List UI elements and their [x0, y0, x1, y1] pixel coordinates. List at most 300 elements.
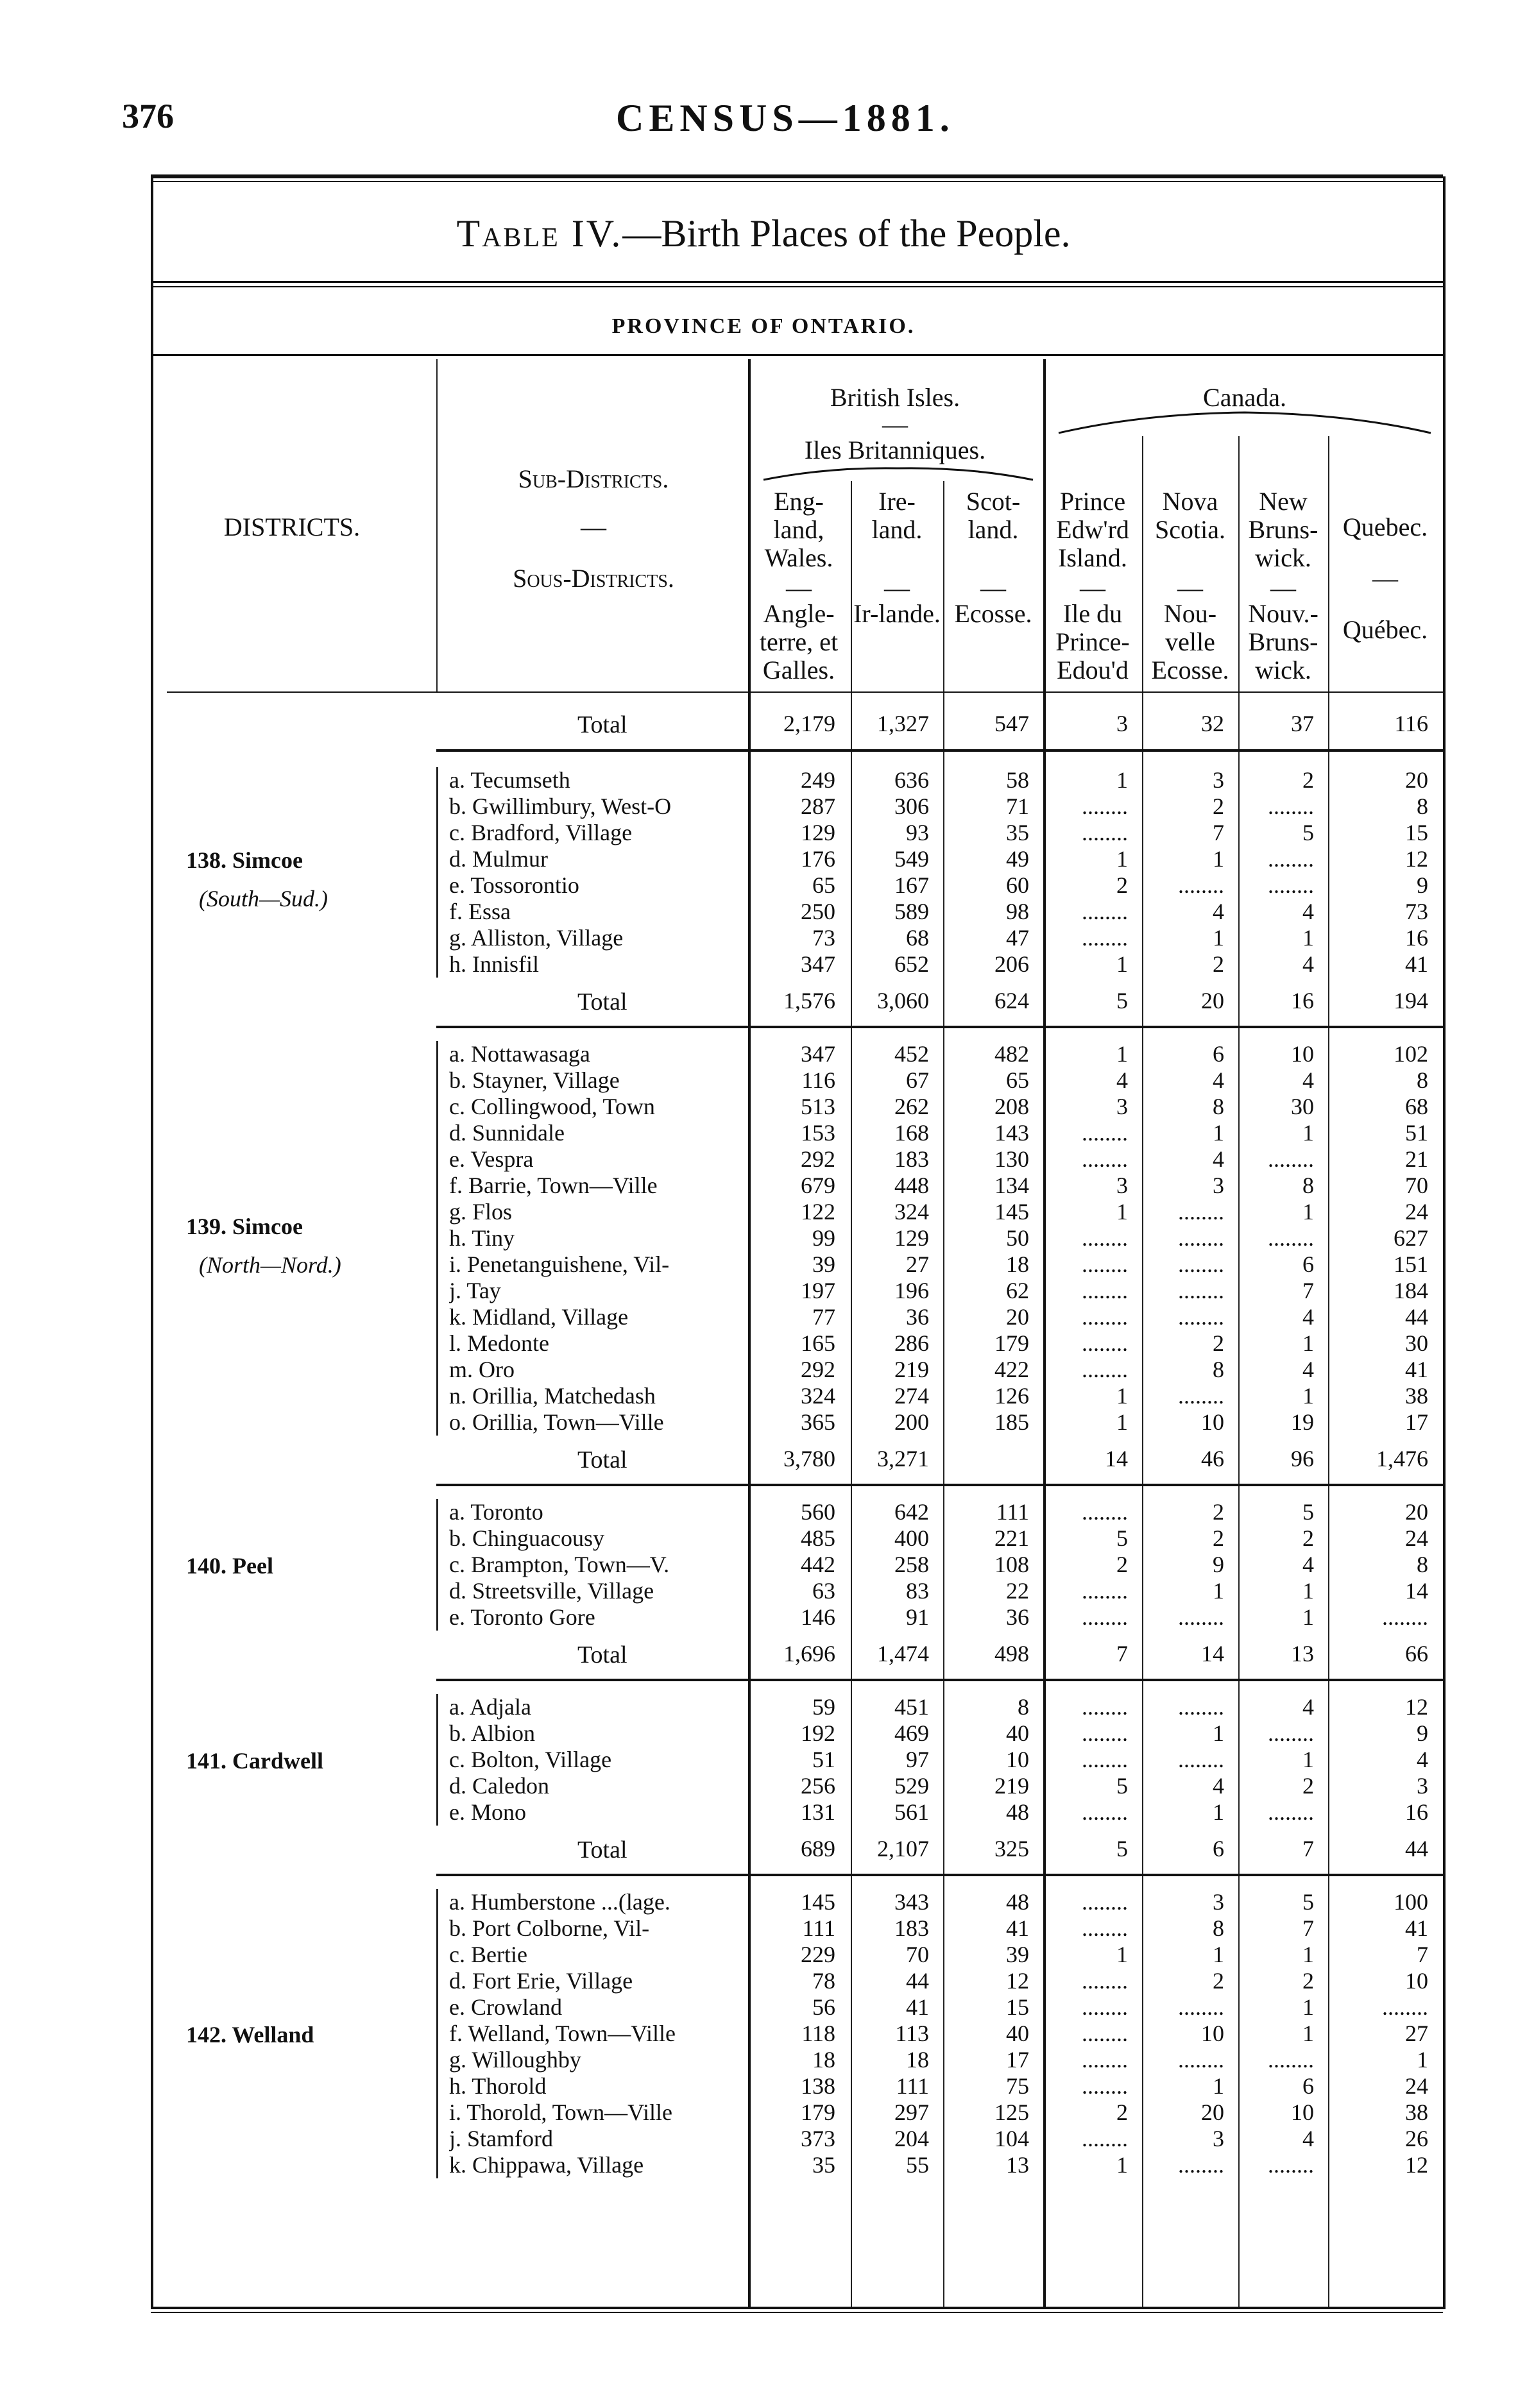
table-row	[0, 820, 1527, 846]
cell-value: 206	[994, 951, 1029, 977]
cell-value: ........	[1178, 1747, 1224, 1772]
table-row	[0, 1330, 1527, 1357]
cell-value: ........	[1082, 2126, 1128, 2151]
iles-britanniques-header: Iles Britanniques.	[804, 436, 986, 464]
cell-value: ........	[1268, 1225, 1314, 1251]
cell-value: 37	[1291, 711, 1314, 736]
running-head: CENSUS—1881.	[616, 97, 955, 139]
subdistrict-label: d. Streetsville, Village	[449, 1578, 654, 1604]
table-row	[0, 1799, 1527, 1826]
cell-value: 306	[894, 793, 929, 819]
cell-value: 14	[1105, 1446, 1128, 1471]
cell-value: ........	[1268, 2152, 1314, 2178]
cell-value: 3	[1213, 2126, 1224, 2151]
total-label: Total	[577, 711, 627, 738]
districts-header: DISTRICTS.	[223, 513, 361, 541]
cell-value: 4	[1302, 1357, 1314, 1382]
cell-value: 325	[994, 1836, 1029, 1861]
cell-value: ........	[1178, 1994, 1224, 2020]
cell-value: 3	[1213, 767, 1224, 793]
cell-value: 1	[1213, 925, 1224, 951]
cell-value: 4	[1302, 1694, 1314, 1720]
district-subname: (South—Sud.)	[199, 886, 328, 911]
cell-value: 129	[801, 820, 835, 845]
cell-value: 292	[801, 1357, 835, 1382]
british-isles-dash: —	[882, 410, 908, 439]
cell-value: 48	[1006, 1889, 1029, 1915]
cell-value: 65	[812, 872, 835, 898]
subdistrict-label: h. Tiny	[449, 1225, 515, 1251]
table-row	[0, 1915, 1527, 1942]
subdistrict-label: g. Willoughby	[449, 2047, 581, 2073]
cell-value: ........	[1082, 1994, 1128, 2020]
cell-value: 99	[812, 1225, 835, 1251]
col-header-dash-1: —	[884, 573, 910, 602]
header-bottom-rule-left	[167, 691, 436, 693]
cell-value: 196	[894, 1278, 929, 1303]
cell-value: 1	[1213, 1120, 1224, 1146]
cell-value: 1	[1302, 1747, 1314, 1772]
cell-value: ........	[1082, 1330, 1128, 1356]
cell-value: ........	[1178, 872, 1224, 898]
subdistrict-label: e. Mono	[449, 1799, 526, 1825]
subdistrict-label: k. Midland, Village	[449, 1304, 629, 1330]
cell-value: ........	[1268, 846, 1314, 872]
cell-value: 3,060	[877, 988, 929, 1013]
subdistrict-label: c. Bradford, Village	[449, 820, 633, 845]
table-row	[0, 1357, 1527, 1383]
cell-value: 7	[1417, 1942, 1428, 1967]
cell-value: 49	[1006, 846, 1029, 872]
cell-value: 7	[1302, 1836, 1314, 1861]
cell-value: 126	[994, 1383, 1029, 1409]
cell-value: 6	[1213, 1041, 1224, 1067]
cell-value: 2,107	[877, 1836, 929, 1861]
table-row	[0, 1067, 1527, 1094]
cell-value: 122	[801, 1199, 835, 1225]
table-title	[0, 212, 1527, 256]
table-row	[0, 1383, 1527, 1409]
cell-value: 30	[1291, 1094, 1314, 1119]
cell-value: 7	[1302, 1278, 1314, 1303]
cell-value: 2	[1116, 1552, 1128, 1577]
cell-value: 1,476	[1376, 1446, 1428, 1471]
cell-value: ........	[1082, 1120, 1128, 1146]
cell-value: 469	[894, 1720, 929, 1746]
cell-value: ........	[1082, 1889, 1128, 1915]
table-row	[0, 1499, 1527, 1525]
cell-value: 183	[894, 1915, 929, 1941]
cell-value: ........	[1082, 1357, 1128, 1382]
cell-value: 185	[994, 1409, 1029, 1435]
cell-value: 197	[801, 1278, 835, 1303]
cell-value: 21	[1405, 1146, 1428, 1172]
cell-value: 184	[1394, 1278, 1428, 1303]
table-row	[0, 1409, 1527, 1436]
subdistricts-header-fr: Sous-Districts.	[513, 564, 674, 593]
cell-value: 116	[801, 1067, 835, 1093]
cell-value: 75	[1006, 2073, 1029, 2099]
col-header-dash-0: —	[786, 573, 812, 602]
district-name	[186, 2021, 314, 2048]
cell-value: 24	[1405, 1199, 1428, 1225]
cell-value: 347	[801, 1041, 835, 1067]
cell-value: 192	[801, 1720, 835, 1746]
cell-value: ........	[1082, 1251, 1128, 1277]
cell-value: 8	[1213, 1094, 1224, 1119]
cell-value: 20	[1405, 1499, 1428, 1525]
cell-value: 40	[1006, 1720, 1029, 1746]
cell-value: 26	[1405, 2126, 1428, 2151]
cell-value: 219	[994, 1773, 1029, 1799]
col-header-en-3: Prince Edw'rd Island.	[1056, 487, 1129, 572]
cell-value: 1	[1116, 767, 1128, 793]
subdistrict-label: b. Gwillimbury, West-O	[449, 793, 672, 819]
table-row	[0, 1094, 1527, 1120]
cell-value: ........	[1268, 2047, 1314, 2073]
cell-value: 5	[1302, 820, 1314, 845]
cell-value: 143	[994, 1120, 1029, 1146]
district-brace	[436, 1694, 448, 1826]
subdistrict-label: e. Crowland	[449, 1994, 562, 2020]
cell-value: 4	[1302, 899, 1314, 924]
district-total-row	[0, 988, 1527, 1014]
cell-value: 125	[994, 2099, 1029, 2125]
cell-value: 16	[1405, 1799, 1428, 1825]
cell-value: 116	[1394, 711, 1428, 736]
subdistrict-label: b. Port Colborne, Vil-	[449, 1915, 650, 1941]
col-header-dash-6: —	[1372, 564, 1398, 593]
cell-value: 9	[1417, 1720, 1428, 1746]
subdistrict-label: h. Innisfil	[449, 951, 539, 977]
cell-value: 50	[1006, 1225, 1029, 1251]
cell-value: 1	[1302, 1994, 1314, 2020]
cell-value: 229	[801, 1942, 835, 1967]
cell-value: 35	[812, 2152, 835, 2178]
cell-value: 59	[812, 1694, 835, 1720]
cell-value: 2	[1213, 1968, 1224, 1994]
cell-value: 9	[1213, 1552, 1224, 1577]
cell-value: 41	[1405, 1915, 1428, 1941]
cell-value: 2	[1302, 1525, 1314, 1551]
cell-value: 1,696	[783, 1641, 835, 1666]
col-header-fr-2: Ecosse.	[954, 599, 1032, 628]
cell-value: 27	[1405, 2021, 1428, 2046]
cell-value: 10	[1201, 2021, 1224, 2046]
cell-value: 4	[1302, 2126, 1314, 2151]
cell-value: 1	[1116, 1041, 1128, 1067]
cell-value: 32	[1201, 711, 1224, 736]
cell-value: ........	[1082, 793, 1128, 819]
cell-value: 204	[894, 2126, 929, 2151]
district-brace	[436, 767, 448, 978]
cell-value: 5	[1116, 1773, 1128, 1799]
cell-value: 373	[801, 2126, 835, 2151]
table-row	[0, 767, 1527, 793]
cell-value: 448	[894, 1173, 929, 1198]
subdistrict-label: b. Stayner, Village	[449, 1067, 620, 1093]
cell-value: 549	[894, 846, 929, 872]
cell-value: 16	[1405, 925, 1428, 951]
subdistrict-label: e. Tossorontio	[449, 872, 579, 898]
cell-value: 24	[1405, 1525, 1428, 1551]
cell-value: 219	[894, 1357, 929, 1382]
cell-value: 2	[1302, 767, 1314, 793]
cell-value: 5	[1116, 1525, 1128, 1551]
cell-value: 36	[906, 1304, 929, 1330]
subdistrict-label: i. Thorold, Town—Ville	[449, 2099, 672, 2125]
page-number: 376	[122, 97, 174, 135]
cell-value: 6	[1302, 1251, 1314, 1277]
cell-value: 1	[1116, 846, 1128, 872]
cell-value: 529	[894, 1773, 929, 1799]
subdistrict-label: i. Penetanguishene, Vil-	[449, 1251, 670, 1277]
col-header-dash-3: —	[1080, 573, 1105, 602]
cell-value: ........	[1178, 1278, 1224, 1303]
cell-value: 4	[1116, 1067, 1128, 1093]
table-row	[0, 1525, 1527, 1552]
cell-value: 97	[906, 1747, 929, 1772]
header-bottom-rule	[436, 691, 1444, 693]
cell-value: ........	[1082, 1499, 1128, 1525]
subdistrict-label: e. Vespra	[449, 1146, 534, 1172]
total-label: Total	[577, 1641, 627, 1668]
table-row	[0, 1146, 1527, 1173]
cell-value: 1	[1116, 951, 1128, 977]
subdistrict-label: c. Bolton, Village	[449, 1747, 612, 1772]
cell-value: 4	[1213, 899, 1224, 924]
cell-value: 422	[994, 1357, 1029, 1382]
district-total-row	[0, 1836, 1527, 1862]
cell-value: 5	[1302, 1499, 1314, 1525]
subdistrict-label: a. Nottawasaga	[449, 1041, 590, 1067]
cell-value: 1	[1213, 1942, 1224, 1967]
cell-value: 44	[1405, 1304, 1428, 1330]
cell-value: 1	[1213, 1578, 1224, 1604]
district-brace	[436, 1041, 448, 1436]
cell-value: 93	[906, 820, 929, 845]
cell-value: 16	[1291, 988, 1314, 1013]
cell-value: 1,327	[877, 711, 929, 736]
cell-value: 41	[1405, 951, 1428, 977]
cell-value: 1	[1302, 1942, 1314, 1967]
cell-value: 12	[1405, 846, 1428, 872]
cell-value: 3	[1213, 1889, 1224, 1915]
cell-value: 96	[1291, 1446, 1314, 1471]
cell-value: ........	[1082, 2047, 1128, 2073]
subdistrict-label: a. Tecumseth	[449, 767, 570, 793]
subdistrict-label: n. Orillia, Matchedash	[449, 1383, 656, 1409]
cell-value: 286	[894, 1330, 929, 1356]
subdistrict-label: g. Alliston, Village	[449, 925, 624, 951]
cell-value: 624	[994, 988, 1029, 1013]
cell-value: ........	[1268, 872, 1314, 898]
table-row	[0, 1041, 1527, 1067]
cell-value: 70	[906, 1942, 929, 1967]
district-subname: (North—Nord.)	[199, 1251, 341, 1278]
cell-value: ........	[1082, 1747, 1128, 1772]
cell-value: 51	[812, 1747, 835, 1772]
table-row	[0, 1720, 1527, 1747]
cell-value: 18	[1006, 1251, 1029, 1277]
cell-value: 35	[1006, 820, 1029, 845]
cell-value: ........	[1178, 1694, 1224, 1720]
cell-value: 167	[894, 872, 929, 898]
cell-value: 1	[1417, 2047, 1428, 2073]
cell-value: ........	[1178, 1225, 1224, 1251]
cell-value: 151	[1394, 1251, 1428, 1277]
cell-value: 27	[906, 1251, 929, 1277]
cell-value: 2	[1213, 951, 1224, 977]
cell-value: 1	[1116, 1409, 1128, 1435]
district-rule	[436, 1679, 1444, 1681]
cell-value: 153	[801, 1120, 835, 1146]
table-row	[0, 1994, 1527, 2021]
cell-value: 8	[1302, 1173, 1314, 1198]
subdistrict-label: a. Humberstone ...(lage.	[449, 1889, 670, 1915]
table-row	[0, 793, 1527, 820]
cell-value: 4	[1302, 1067, 1314, 1093]
subdistrict-label: d. Sunnidale	[449, 1120, 565, 1146]
cell-value: 18	[812, 2047, 835, 2073]
cell-value: 179	[801, 2099, 835, 2125]
col-header-fr-4: Nou-velle Ecosse.	[1151, 599, 1229, 684]
cell-value: ........	[1082, 1968, 1128, 1994]
cell-value: 60	[1006, 872, 1029, 898]
cell-value: 287	[801, 793, 835, 819]
cell-value: 12	[1405, 1694, 1428, 1720]
table-row	[0, 1578, 1527, 1604]
cell-value: 44	[906, 1968, 929, 1994]
cell-value: 7	[1213, 820, 1224, 845]
cell-value: 111	[802, 1915, 835, 1941]
cell-value: 118	[801, 2021, 835, 2046]
cell-value: 47	[1006, 925, 1029, 951]
subdistrict-label: j. Stamford	[449, 2126, 553, 2151]
top-rule	[151, 174, 1443, 178]
cell-value: 111	[996, 1499, 1029, 1525]
cell-value: 2	[1213, 1330, 1224, 1356]
cell-value: 10	[1405, 1968, 1428, 1994]
table-row	[0, 2126, 1527, 2152]
district-name	[186, 847, 303, 874]
subdistrict-label: d. Caledon	[449, 1773, 549, 1799]
cell-value: 1	[1116, 2152, 1128, 2178]
cell-value: 1	[1116, 1199, 1128, 1225]
cell-value: 68	[1405, 1094, 1428, 1119]
cell-value: 63	[812, 1578, 835, 1604]
cell-value: 200	[894, 1409, 929, 1435]
cell-value: 2	[1302, 1773, 1314, 1799]
cell-value: 77	[812, 1304, 835, 1330]
cell-value: ........	[1082, 1304, 1128, 1330]
cell-value: ........	[1082, 899, 1128, 924]
cell-value: 1	[1302, 925, 1314, 951]
col-header-en-4: Nova Scotia.	[1155, 487, 1225, 544]
table-row	[0, 1304, 1527, 1330]
cell-value: 3	[1116, 1173, 1128, 1198]
cell-value: 1	[1302, 1604, 1314, 1630]
cell-value: 1	[1302, 1199, 1314, 1225]
col-header-en-0: Eng-land, Wales.	[764, 487, 833, 572]
cell-value: 65	[1006, 1067, 1029, 1093]
cell-value: 56	[812, 1994, 835, 2020]
cell-value: 1,474	[877, 1641, 929, 1666]
cell-value: ........	[1082, 2021, 1128, 2046]
cell-value: 249	[801, 767, 835, 793]
table-row	[0, 925, 1527, 951]
cell-value: 102	[1394, 1041, 1428, 1067]
cell-value: 1	[1213, 1799, 1224, 1825]
cell-value: 41	[1006, 1915, 1029, 1941]
title-rule	[151, 281, 1443, 283]
cell-value: 5	[1116, 988, 1128, 1013]
cell-value: 297	[894, 2099, 929, 2125]
total-label: Total	[577, 988, 627, 1015]
cell-value: 1	[1302, 1578, 1314, 1604]
cell-value: 145	[801, 1889, 835, 1915]
cell-value: ........	[1178, 1604, 1224, 1630]
cell-value: 7	[1302, 1915, 1314, 1941]
cell-value: ........	[1082, 925, 1128, 951]
cell-value: 250	[801, 899, 835, 924]
subdistrict-label: a. Toronto	[449, 1499, 543, 1525]
cell-value: 13	[1006, 2152, 1029, 2178]
cell-value: 91	[906, 1604, 929, 1630]
cell-value: 24	[1405, 2073, 1428, 2099]
cell-value: 39	[812, 1251, 835, 1277]
cell-value: 258	[894, 1552, 929, 1577]
cell-value: 9	[1417, 872, 1428, 898]
cell-value: 2	[1213, 1499, 1224, 1525]
cell-value: ........	[1082, 1720, 1128, 1746]
cell-value: 400	[894, 1525, 929, 1551]
cell-value: 30	[1405, 1330, 1428, 1356]
cell-value: 20	[1405, 767, 1428, 793]
cell-value: 168	[894, 1120, 929, 1146]
cell-value: 6	[1302, 2073, 1314, 2099]
cell-value: 482	[994, 1041, 1029, 1067]
grand-total-row	[0, 711, 1527, 737]
cell-value: 589	[894, 899, 929, 924]
cell-value: 2	[1302, 1968, 1314, 1994]
subdistrict-label: a. Adjala	[449, 1694, 531, 1720]
cell-value: 7	[1116, 1641, 1128, 1666]
cell-value: 343	[894, 1889, 929, 1915]
cell-value: 4	[1302, 1552, 1314, 1577]
subdistrict-label: c. Collingwood, Town	[449, 1094, 655, 1119]
col-header-en-2: Scot-land.	[966, 487, 1021, 544]
cell-value: 4	[1417, 1747, 1428, 1772]
cell-value: 451	[894, 1694, 929, 1720]
cell-value: 324	[801, 1383, 835, 1409]
cell-value: 104	[994, 2126, 1029, 2151]
subdistrict-label: g. Flos	[449, 1199, 513, 1225]
cell-value: 689	[801, 1836, 835, 1861]
district-name-text: 141. Cardwell	[186, 1747, 323, 1774]
cell-value: 3	[1116, 711, 1128, 736]
col-header-dash-5: —	[1270, 573, 1296, 602]
cell-value: 1	[1213, 2073, 1224, 2099]
cell-value: 3	[1213, 1173, 1224, 1198]
cell-value: 17	[1006, 2047, 1029, 2073]
cell-value: ........	[1082, 1604, 1128, 1630]
cell-value: 38	[1405, 2099, 1428, 2125]
cell-value: 292	[801, 1146, 835, 1172]
cell-value: 44	[1405, 1836, 1428, 1861]
subdistrict-label: c. Brampton, Town—V.	[449, 1552, 670, 1577]
bottom-rule	[151, 2307, 1443, 2309]
